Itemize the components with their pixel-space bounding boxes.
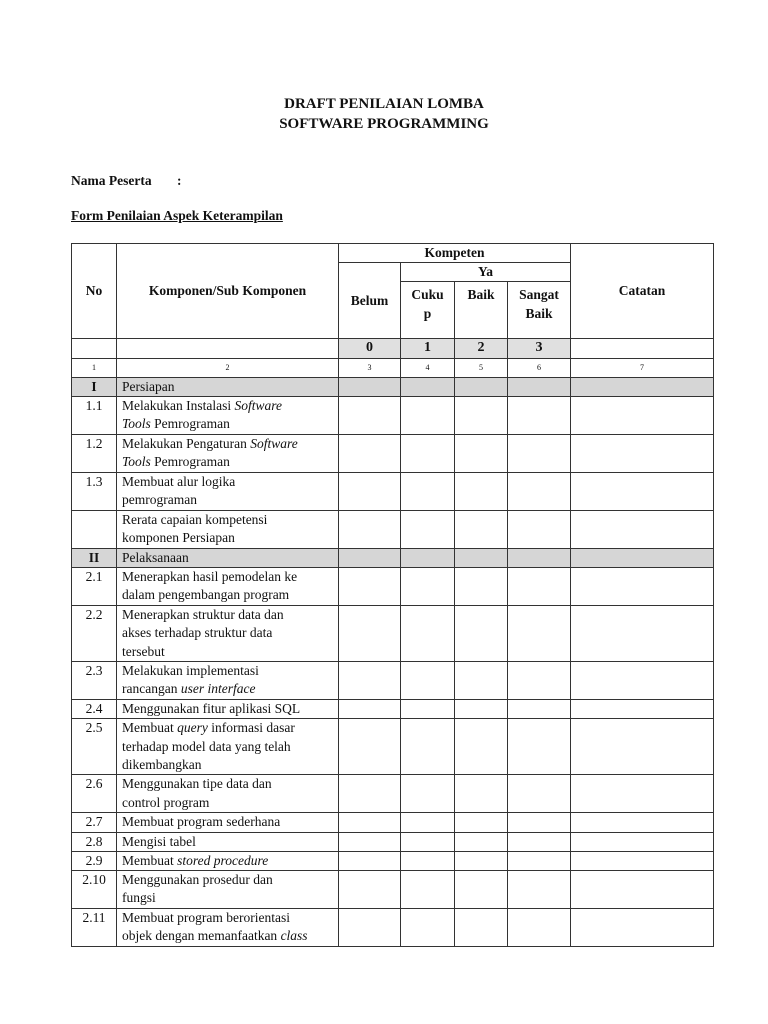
score-cell-baik[interactable] xyxy=(455,473,508,511)
score-cell-sangat-baik[interactable] xyxy=(508,775,571,813)
score-cell-sangat-baik[interactable] xyxy=(508,851,571,870)
component-term-italic: stored procedure xyxy=(177,852,269,868)
header-sangat-baik xyxy=(508,282,571,339)
table-row xyxy=(72,851,714,870)
score-cell-baik[interactable] xyxy=(455,851,508,870)
score-cell-sangat-baik[interactable] xyxy=(508,909,571,947)
header-no: No xyxy=(72,244,117,339)
score-cell-sangat-baik[interactable] xyxy=(508,700,571,719)
component-text: Mengisi tabel xyxy=(122,833,196,849)
component-text: Menggunakan prosedur dan xyxy=(122,872,273,888)
row-component xyxy=(117,397,339,435)
component-text: Membuat program sederhana xyxy=(122,814,281,830)
table-row xyxy=(72,435,714,473)
component-text: komponen Persiapan xyxy=(122,530,235,546)
component-text: objek dengan memanfaatkan xyxy=(122,928,281,944)
document-title-line2: SOFTWARE PROGRAMMING xyxy=(279,116,489,132)
component-text: Pemrograman xyxy=(150,454,230,470)
score-cell-baik[interactable] xyxy=(455,568,508,606)
component-term-italic: Tools xyxy=(122,416,151,432)
score-cell-sangat-baik[interactable] xyxy=(508,435,571,473)
section-blank-cell xyxy=(339,377,401,396)
score-cell-belum[interactable] xyxy=(339,662,401,700)
header-sangat-line2: Baik xyxy=(525,305,553,321)
score-cell-belum[interactable] xyxy=(339,700,401,719)
component-text: pemrograman xyxy=(122,492,197,508)
score-cell-belum[interactable] xyxy=(339,568,401,606)
score-0: 0 xyxy=(339,339,401,358)
row-number: 2.7 xyxy=(72,813,117,832)
component-term-italic: class xyxy=(280,928,308,944)
row-number: 2.9 xyxy=(72,851,117,870)
score-cell-baik[interactable] xyxy=(455,775,508,813)
score-cell-belum[interactable] xyxy=(339,832,401,851)
score-cell-sangat-baik[interactable] xyxy=(508,511,571,549)
column-index-1: 1 xyxy=(72,358,117,377)
component-text: Rerata capaian kompetensi xyxy=(122,512,268,528)
catatan-cell[interactable] xyxy=(571,832,714,851)
row-component xyxy=(117,606,339,662)
component-term-italic: Software xyxy=(250,436,298,452)
table-row xyxy=(72,662,714,700)
score-cell-belum[interactable] xyxy=(339,909,401,947)
component-text: dikembangkan xyxy=(122,756,202,772)
row-number: 2.6 xyxy=(72,775,117,813)
component-text: Membuat program berorientasi xyxy=(122,910,290,926)
row-component xyxy=(117,568,339,606)
row-component xyxy=(117,473,339,511)
component-term-italic: user interface xyxy=(180,681,256,697)
header-baik: Baik xyxy=(455,282,508,339)
section-blank-cell xyxy=(571,377,714,396)
row-number: 2.4 xyxy=(72,700,117,719)
section-blank-cell xyxy=(339,549,401,568)
score-cell-cukup[interactable] xyxy=(401,568,455,606)
score-cell-belum[interactable] xyxy=(339,397,401,435)
row-component xyxy=(117,719,339,775)
catatan-cell[interactable] xyxy=(571,851,714,870)
header-ya: Ya xyxy=(401,263,571,282)
section-blank-cell xyxy=(455,549,508,568)
score-cell-cukup[interactable] xyxy=(401,851,455,870)
table-row xyxy=(72,719,714,775)
section-number: I xyxy=(72,377,117,396)
score-cell-baik[interactable] xyxy=(455,511,508,549)
catatan-cell[interactable] xyxy=(571,700,714,719)
component-text: tersebut xyxy=(122,643,165,659)
row-number: 2.11 xyxy=(72,909,117,947)
score-cell-baik[interactable] xyxy=(455,700,508,719)
catatan-cell[interactable] xyxy=(571,719,714,775)
section-blank-cell xyxy=(455,377,508,396)
score-cell-sangat-baik[interactable] xyxy=(508,832,571,851)
assessment-table xyxy=(71,243,714,947)
score-cell-sangat-baik[interactable] xyxy=(508,871,571,909)
score-cell-baik[interactable] xyxy=(455,719,508,775)
header-component: Komponen/Sub Komponen xyxy=(117,244,339,339)
component-text: Menggunakan fitur aplikasi SQL xyxy=(122,701,301,717)
score-2: 2 xyxy=(455,339,508,358)
row-number: 2.1 xyxy=(72,568,117,606)
score-cell-baik[interactable] xyxy=(455,871,508,909)
section-title: Persiapan xyxy=(117,377,339,396)
row-number xyxy=(72,511,117,549)
row-component xyxy=(117,909,339,947)
column-index-7: 7 xyxy=(571,358,714,377)
table-row xyxy=(72,700,714,719)
row-component xyxy=(117,435,339,473)
score-cell-baik[interactable] xyxy=(455,397,508,435)
component-term-italic: Tools xyxy=(122,454,151,470)
section-blank-cell xyxy=(508,377,571,396)
catatan-cell[interactable] xyxy=(571,473,714,511)
score-cell-belum[interactable] xyxy=(339,775,401,813)
catatan-cell[interactable] xyxy=(571,511,714,549)
component-text: fungsi xyxy=(122,890,156,906)
score-cell-belum[interactable] xyxy=(339,719,401,775)
row-component xyxy=(117,662,339,700)
header-belum: Belum xyxy=(339,263,401,339)
score-cell-sangat-baik[interactable] xyxy=(508,662,571,700)
column-index-4: 4 xyxy=(401,358,455,377)
table-row xyxy=(72,832,714,851)
row-number: 2.2 xyxy=(72,606,117,662)
score-cell-cukup[interactable] xyxy=(401,662,455,700)
section-blank-cell xyxy=(508,549,571,568)
table-row xyxy=(72,606,714,662)
score-cell-cukup[interactable] xyxy=(401,775,455,813)
row-component xyxy=(117,775,339,813)
table-row xyxy=(72,813,714,832)
score-cell-sangat-baik[interactable] xyxy=(508,813,571,832)
score-cell-sangat-baik[interactable] xyxy=(508,397,571,435)
header-catatan: Catatan xyxy=(571,244,714,339)
column-index-3: 3 xyxy=(339,358,401,377)
table-body xyxy=(72,377,714,946)
participant-field xyxy=(71,173,182,189)
score-cell-cukup[interactable] xyxy=(401,871,455,909)
score-cell-belum[interactable] xyxy=(339,813,401,832)
catatan-cell[interactable] xyxy=(571,909,714,947)
form-title: Form Penilaian Aspek Keterampilan xyxy=(71,208,283,223)
score-cell-sangat-baik[interactable] xyxy=(508,719,571,775)
score-cell-baik[interactable] xyxy=(455,435,508,473)
row-number: 2.5 xyxy=(72,719,117,775)
score-cell-belum[interactable] xyxy=(339,511,401,549)
section-blank-cell xyxy=(401,377,455,396)
header-kompeten: Kompeten xyxy=(339,244,571,263)
row-component xyxy=(117,511,339,549)
score-cell-belum[interactable] xyxy=(339,606,401,662)
section-blank-cell xyxy=(401,549,455,568)
component-text: Menggunakan tipe data dan xyxy=(122,776,272,792)
component-text: dalam pengembangan program xyxy=(122,587,290,603)
score-cell-baik[interactable] xyxy=(455,813,508,832)
score-cell-baik[interactable] xyxy=(455,909,508,947)
score-cell-baik[interactable] xyxy=(455,832,508,851)
component-text: Menerapkan struktur data dan xyxy=(122,607,284,623)
score-3: 3 xyxy=(508,339,571,358)
component-text: Pemrograman xyxy=(150,416,230,432)
score-cell-belum[interactable] xyxy=(339,473,401,511)
header-cukup xyxy=(401,282,455,339)
component-text: Melakukan Instalasi xyxy=(122,398,235,414)
catatan-cell[interactable] xyxy=(571,775,714,813)
row-component xyxy=(117,832,339,851)
row-number: 1.3 xyxy=(72,473,117,511)
catatan-cell[interactable] xyxy=(571,871,714,909)
score-cell-cukup[interactable] xyxy=(401,909,455,947)
header-sangat-line1: Sangat xyxy=(519,287,559,303)
score-cell-cukup[interactable] xyxy=(401,813,455,832)
score-blank-catatan xyxy=(571,339,714,358)
table-row xyxy=(72,511,714,549)
catatan-cell[interactable] xyxy=(571,435,714,473)
table-row xyxy=(72,568,714,606)
component-text: Membuat xyxy=(122,852,178,868)
column-index-5: 5 xyxy=(455,358,508,377)
row-number: 2.8 xyxy=(72,832,117,851)
component-text: Melakukan Pengaturan xyxy=(122,436,251,452)
score-blank-component xyxy=(117,339,339,358)
score-cell-belum[interactable] xyxy=(339,851,401,870)
row-component xyxy=(117,813,339,832)
row-number: 2.10 xyxy=(72,871,117,909)
catatan-cell[interactable] xyxy=(571,662,714,700)
component-text: control program xyxy=(122,794,210,810)
column-index-2: 2 xyxy=(117,358,339,377)
score-blank-no xyxy=(72,339,117,358)
component-text: akses terhadap struktur data xyxy=(122,625,273,641)
section-number: II xyxy=(72,549,117,568)
score-cell-baik[interactable] xyxy=(455,662,508,700)
column-index-row xyxy=(72,358,714,377)
score-cell-belum[interactable] xyxy=(339,871,401,909)
component-text: terhadap model data yang telah xyxy=(122,738,291,754)
score-cell-sangat-baik[interactable] xyxy=(508,606,571,662)
catatan-cell[interactable] xyxy=(571,813,714,832)
section-row xyxy=(72,377,714,396)
component-term-italic: query xyxy=(177,720,208,736)
component-text: Melakukan implementasi xyxy=(122,663,259,679)
document-title-line1: DRAFT PENILAIAN LOMBA xyxy=(284,96,484,112)
table-row xyxy=(72,909,714,947)
catatan-cell[interactable] xyxy=(571,606,714,662)
participant-colon: : xyxy=(177,173,182,188)
score-cell-cukup[interactable] xyxy=(401,606,455,662)
score-cell-cukup[interactable] xyxy=(401,832,455,851)
row-component xyxy=(117,851,339,870)
participant-label: Nama Peserta xyxy=(71,173,152,188)
score-cell-sangat-baik[interactable] xyxy=(508,473,571,511)
score-cell-cukup[interactable] xyxy=(401,511,455,549)
header-cukup-line2: p xyxy=(423,305,432,321)
component-text: Membuat alur logika xyxy=(122,474,236,490)
catatan-cell[interactable] xyxy=(571,397,714,435)
section-row xyxy=(72,549,714,568)
component-text: rancangan xyxy=(122,681,181,697)
score-cell-cukup[interactable] xyxy=(401,435,455,473)
row-component xyxy=(117,871,339,909)
score-cell-cukup[interactable] xyxy=(401,700,455,719)
table-row xyxy=(72,397,714,435)
score-cell-cukup[interactable] xyxy=(401,397,455,435)
row-number: 1.1 xyxy=(72,397,117,435)
score-row xyxy=(72,339,714,358)
score-1: 1 xyxy=(401,339,455,358)
catatan-cell[interactable] xyxy=(571,568,714,606)
component-text: Membuat xyxy=(122,720,178,736)
component-text: Menerapkan hasil pemodelan ke xyxy=(122,569,298,585)
score-cell-cukup[interactable] xyxy=(401,473,455,511)
row-component xyxy=(117,700,339,719)
section-blank-cell xyxy=(571,549,714,568)
header-row-1 xyxy=(72,244,714,263)
score-cell-cukup[interactable] xyxy=(401,719,455,775)
score-cell-belum[interactable] xyxy=(339,435,401,473)
component-text: informasi dasar xyxy=(207,720,295,736)
row-number: 1.2 xyxy=(72,435,117,473)
table-row xyxy=(72,871,714,909)
table-row xyxy=(72,775,714,813)
column-index-6: 6 xyxy=(508,358,571,377)
score-cell-sangat-baik[interactable] xyxy=(508,568,571,606)
section-title: Pelaksanaan xyxy=(117,549,339,568)
component-term-italic: Software xyxy=(234,398,282,414)
header-cukup-line1: Cuku xyxy=(411,287,444,303)
row-number: 2.3 xyxy=(72,662,117,700)
score-cell-baik[interactable] xyxy=(455,606,508,662)
table-row xyxy=(72,473,714,511)
